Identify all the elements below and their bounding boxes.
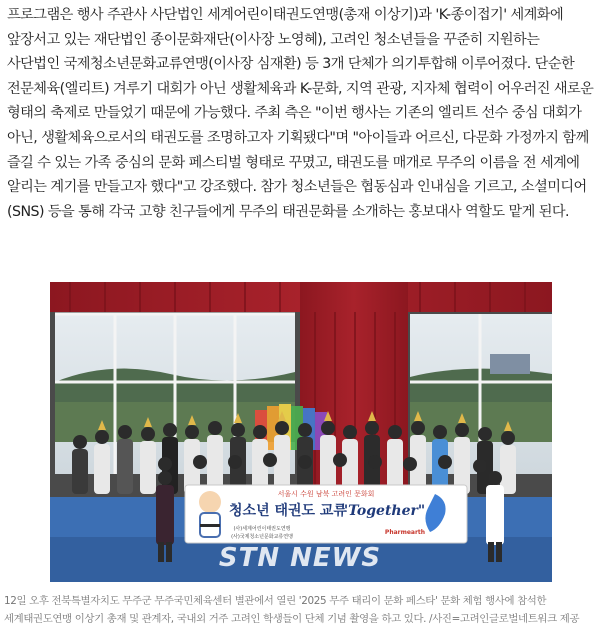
event-banner — [185, 485, 467, 543]
banner-title-korean: 청소년 태권도 교류 — [229, 503, 347, 519]
banner-title-english: "Together" — [340, 503, 426, 519]
article-paragraph: 프로그램은 행사 주관사 사단법인 세계어린이태권도연맹(총재 이상기)과 'K-종이접기' 세계화에 앞장서고 있는 재단법인 종이문화재단(이사장 노영혜), 고려인 청소년들을 꾸준히 지원하는 사단법인 국제청소년문화교류연맹(이사장 심재환) 등 3개 단체가 의기투합해 이루어졌다. 단순한 전문체육(엘리트) 겨루기 대회가 아닌 생활체육과 K-문화, 지역 관광, 지자체 협력이 어우러진 새로운 형태의 축제로 만들었기 때문에 가능했다. 주최 측은 "이번 행사는 기존의 엘리트 선수 중심 대회가 아닌, 생활체육으로서의 태권도를 조명하고자 기획됐다"며 "아이들과 어르신, 다문화 가정까지 함께 즐길 수 있는 가족 중심의 문화 페스티벌 형태로 꾸몄고, 태권도를 매개로 무주의 이름을 전 세계에 알리는 계기를 만들고자 했다"고 강조했다. 참가 청소년들은 협동심과 인내심을 기르고, 소셜미디어(SNS) 등을 통해 각국 고향 친구들에게 무주의 태권문화를 소개하는 홍보대사 역할도 맡게 된다. — [7, 7, 594, 220]
banner-org-left-2: (사)국제청소년문화교류연맹 — [231, 534, 293, 540]
photo-caption: 12일 오후 전북특별자치도 무주군 무주국민체육센터 별관에서 열린 '2025 무주 태리이 문화 페스타' 문화 체험 행사에 참석한 세계태권도연맹 이상기 총재 및 관계자, 국내외 거주 고려인 학생들이 단체 기념 촬영을 하고 있다. /사진=고려인글로벌네트워크 제공 — [4, 595, 580, 625]
article-photo — [50, 282, 552, 582]
banner-org-right: Pharmearth — [384, 529, 426, 536]
banner-org-left-1: (사)세계어린이태권도연맹 — [233, 526, 291, 532]
stn-news-watermark: STN NEWS — [218, 543, 382, 573]
banner-subtitle: 서울시 수원 남북 고려인 문화회 — [277, 490, 375, 498]
